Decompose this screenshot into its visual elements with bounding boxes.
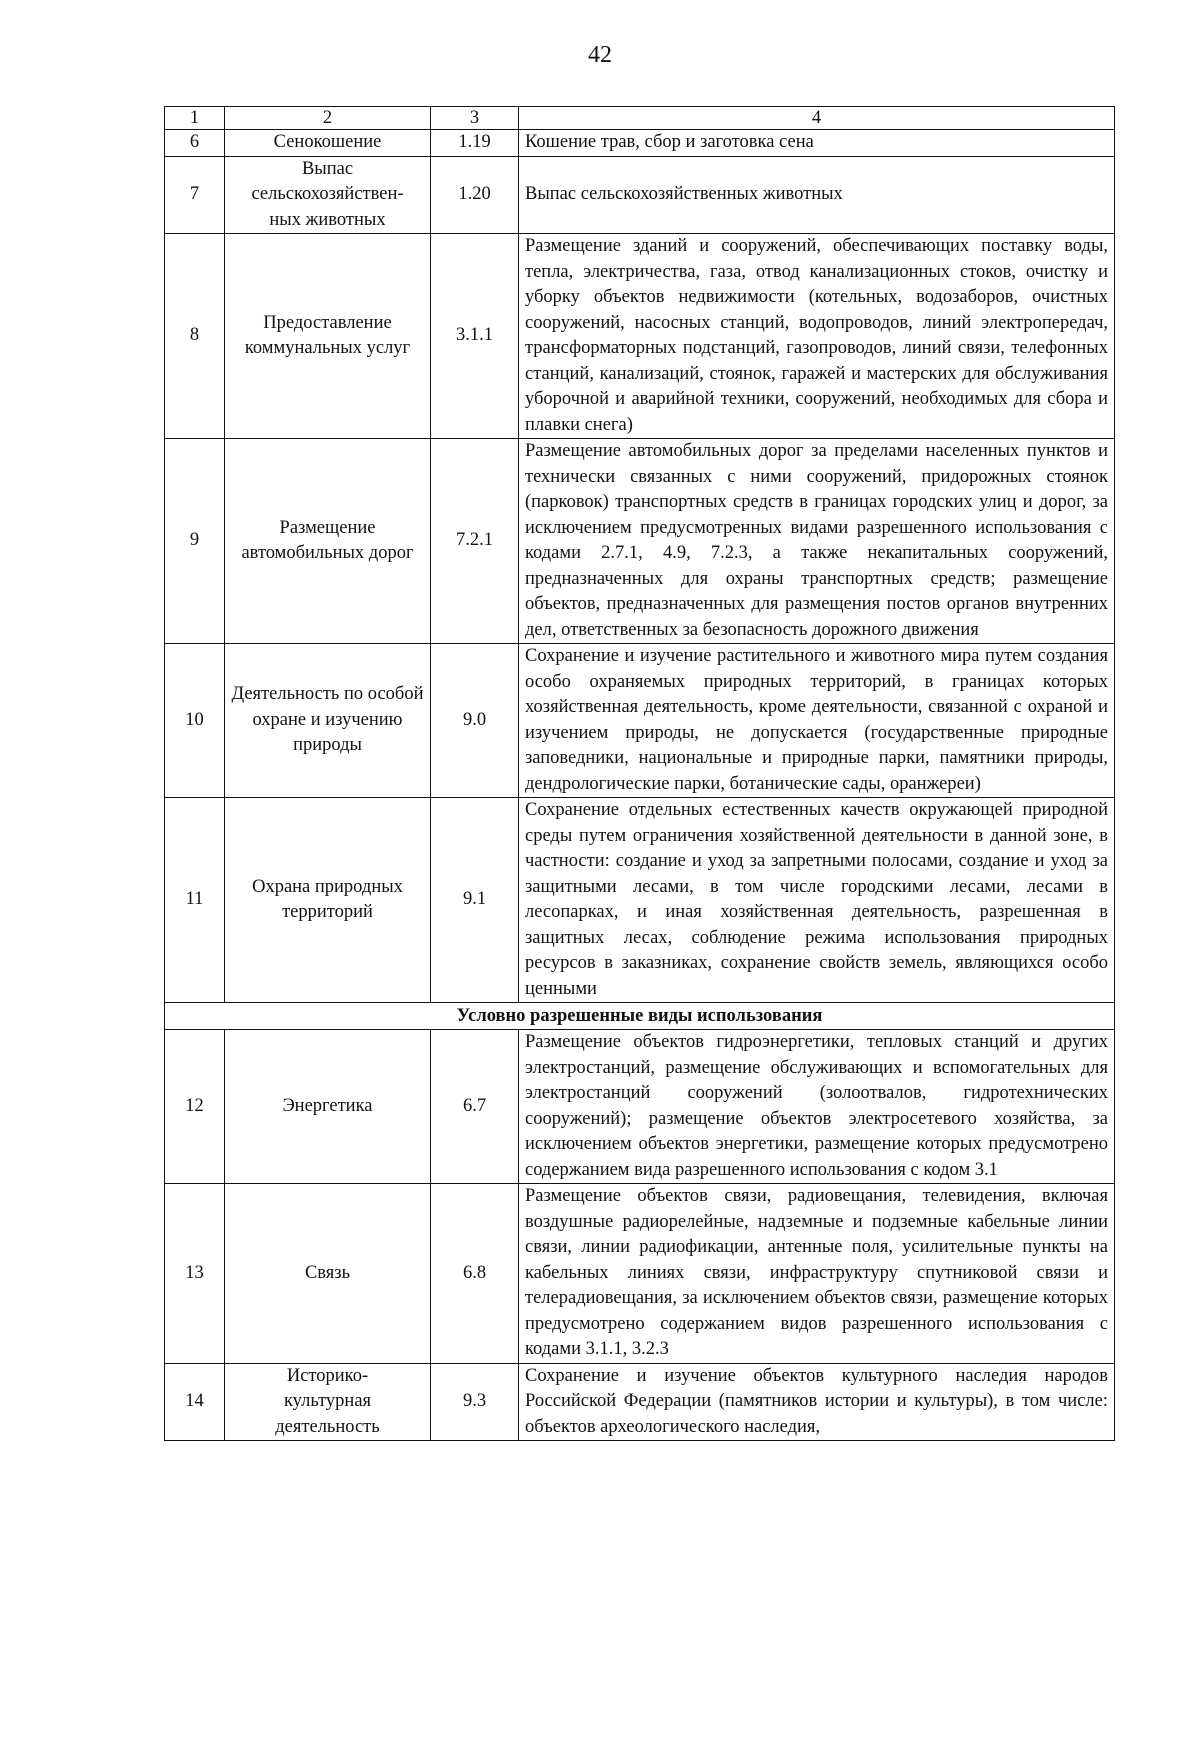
use-code: 7.2.1	[431, 439, 519, 644]
use-name: Историко- культурная деятельность	[225, 1363, 431, 1441]
row-number: 14	[165, 1363, 225, 1441]
use-code: 9.0	[431, 644, 519, 798]
use-description: Сохранение и изучение растительного и животного мира путем создания особо охраняемых природных территорий, в границах которых хозяйственная деятельность, кроме деятельности, связанной с охраной и изучением природы, не допускается (государственные природные заповедники, национальные и природные парки, памятники природы, дендрологические парки, ботанические сады, оранжереи)	[519, 644, 1115, 798]
table-row	[165, 439, 1115, 644]
use-code: 9.1	[431, 798, 519, 1003]
table-row	[165, 1030, 1115, 1184]
use-code: 1.20	[431, 156, 519, 234]
use-name: Сенокошение	[225, 130, 431, 157]
section-title: Условно разрешенные виды использования	[165, 1003, 1115, 1030]
use-code: 6.8	[431, 1184, 519, 1364]
use-name: Предоставление коммунальных услуг	[225, 234, 431, 439]
use-code: 9.3	[431, 1363, 519, 1441]
use-name: Связь	[225, 1184, 431, 1364]
table-row	[165, 234, 1115, 439]
row-number: 11	[165, 798, 225, 1003]
row-number: 10	[165, 644, 225, 798]
use-description: Сохранение отдельных естественных качеств окружающей природной среды путем ограничения хозяйственной деятельности в данной зоне, в частности: создание и уход за запретными полосами, создание и уход за защитными лесами, в том числе городскими лесами, лесами в лесопарках, и иная хозяйственная деятельность, разрешенная в защитных лесах, соблюдение режима использования природных ресурсов в заказниках, сохранение свойств земель, являющихся особо ценными	[519, 798, 1115, 1003]
table-row	[165, 798, 1115, 1003]
use-name: Выпас сельскохозяйствен- ных животных	[225, 156, 431, 234]
use-description: Размещение автомобильных дорог за пределами населенных пунктов и технически связанных с ними сооружений, придорожных стоянок (парковок) транспортных средств в границах городских улиц и дорог, за исключением предусмотренных видами разрешенного использования с кодами 2.7.1, 4.9, 7.2.3, а также некапитальных сооружений, предназначенных для охраны транспортных средств; размещение объектов, предназначенных для размещения постов органов внутренних дел, ответственных за безопасность дорожного движения	[519, 439, 1115, 644]
header-cell: 4	[519, 107, 1115, 130]
use-description: Размещение объектов связи, радиовещания, телевидения, включая воздушные радиорелейные, надземные и подземные кабельные линии связи, линии радиофикации, антенные поля, усилительные пункты на кабельных линиях связи, инфраструктуру спутниковой связи и телерадиовещания, за исключением объектов связи, размещение которых предусмотрено содержанием видов разрешенного использования с кодами 3.1.1, 3.2.3	[519, 1184, 1115, 1364]
use-name: Охрана природных территорий	[225, 798, 431, 1003]
row-number: 13	[165, 1184, 225, 1364]
use-description: Размещение зданий и сооружений, обеспечивающих поставку воды, тепла, электричества, газа, отвод канализационных стоков, очистку и уборку объектов недвижимости (котельных, водозаборов, очистных сооружений, насосных станций, водопроводов, линий электропередач, трансформаторных подстанций, газопроводов, линий связи, телефонных станций, канализаций, стоянок, гаражей и мастерских для обслуживания уборочной и аварийной техники, сооружений, необходимых для сбора и плавки снега)	[519, 234, 1115, 439]
use-code: 1.19	[431, 130, 519, 157]
use-description: Кошение трав, сбор и заготовка сена	[519, 130, 1115, 157]
row-number: 9	[165, 439, 225, 644]
use-description: Сохранение и изучение объектов культурного наследия народов Российской Федерации (памятников истории и культуры), в том числе: объектов археологического наследия,	[519, 1363, 1115, 1441]
use-name: Энергетика	[225, 1030, 431, 1184]
row-number: 8	[165, 234, 225, 439]
use-description: Размещение объектов гидроэнергетики, тепловых станций и других электростанций, размещение обслуживающих и вспомогательных для электростанций сооружений (золоотвалов, гидротехнических сооружений); размещение объектов электросетевого хозяйства, за исключением объектов энергетики, размещение которых предусмотрено содержанием вида разрешенного использования с кодом 3.1	[519, 1030, 1115, 1184]
table-row	[165, 644, 1115, 798]
table-header-row	[165, 107, 1115, 130]
table-row	[165, 1184, 1115, 1364]
use-code: 3.1.1	[431, 234, 519, 439]
section-header-row	[165, 1003, 1115, 1030]
page-number: 42	[588, 42, 612, 68]
header-cell: 3	[431, 107, 519, 130]
land-use-table	[164, 106, 1115, 1441]
row-number: 6	[165, 130, 225, 157]
use-code: 6.7	[431, 1030, 519, 1184]
header-cell: 1	[165, 107, 225, 130]
table-row	[165, 130, 1115, 157]
use-description: Выпас сельскохозяйственных животных	[519, 156, 1115, 234]
table-row	[165, 156, 1115, 234]
header-cell: 2	[225, 107, 431, 130]
use-name: Размещение автомобильных дорог	[225, 439, 431, 644]
row-number: 7	[165, 156, 225, 234]
row-number: 12	[165, 1030, 225, 1184]
table-row	[165, 1363, 1115, 1441]
use-name: Деятельность по особой охране и изучению природы	[225, 644, 431, 798]
